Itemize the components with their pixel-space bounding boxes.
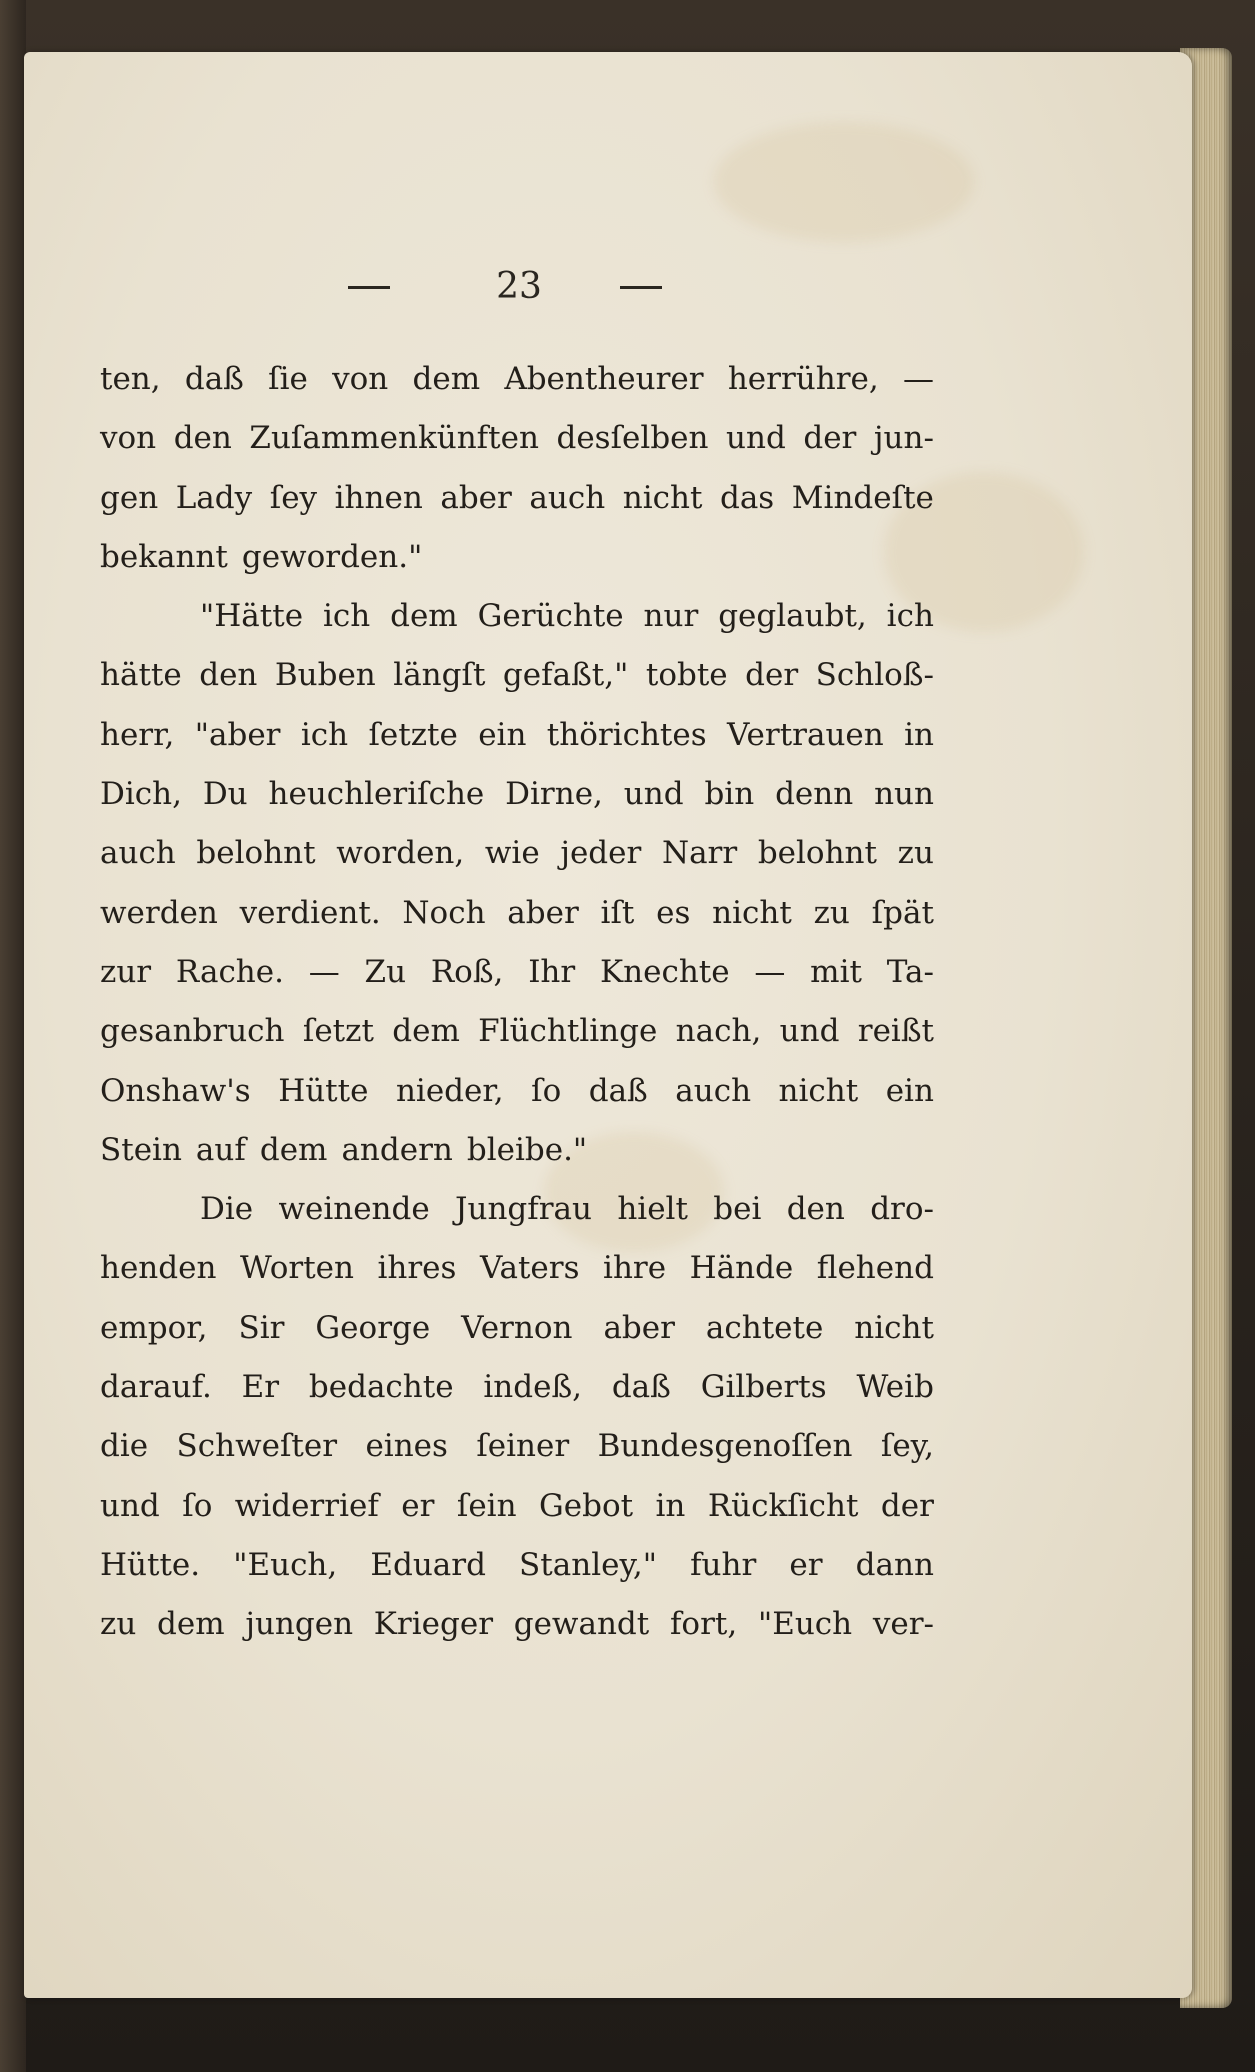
word: Zuſammenkünften [249, 420, 539, 457]
word: den [199, 657, 258, 694]
word: Worten [239, 1250, 354, 1287]
text-line [100, 409, 934, 468]
word: fort, [669, 1606, 738, 1643]
word: Mindeſte [791, 479, 934, 516]
word: wie [484, 835, 540, 872]
word: Sir [238, 1309, 285, 1346]
word: flehend [816, 1250, 934, 1287]
word: Rückſicht [707, 1487, 859, 1524]
word: Stein [100, 1131, 182, 1168]
page-number: 23 [496, 266, 542, 307]
word: reißt [857, 1013, 934, 1050]
word: es [656, 894, 691, 931]
word: bedachte [308, 1369, 454, 1406]
word: der [745, 657, 799, 694]
word: dann [855, 1546, 934, 1583]
word: Schweſter [176, 1428, 338, 1465]
word: bleibe." [466, 1131, 588, 1168]
word: werden [100, 894, 218, 931]
word: dem [157, 1606, 225, 1643]
word: Flüchtlinge [478, 1013, 658, 1050]
word: George [315, 1309, 431, 1346]
word: aber [603, 1309, 675, 1346]
word: andern [341, 1131, 453, 1168]
word: Vertrauen [726, 716, 884, 753]
word: "Euch [757, 1606, 853, 1643]
word: ſeiner [476, 1428, 570, 1465]
word: weinende [278, 1191, 430, 1228]
word: zu [813, 894, 850, 931]
word: eines [365, 1428, 448, 1465]
word: Vaters [479, 1250, 580, 1287]
text-line [100, 884, 934, 943]
word: thörichtes [546, 716, 707, 753]
text-line [100, 943, 934, 1002]
word: "Euch, [233, 1546, 338, 1583]
text-line [100, 1002, 934, 1061]
word: Roß, [430, 953, 504, 990]
word: Zu [364, 953, 407, 990]
word: ſo [531, 1072, 562, 1109]
word: fuhr [690, 1546, 757, 1583]
word: gen [100, 479, 159, 516]
word: Dirne, [505, 776, 603, 813]
text-line [100, 1358, 934, 1417]
word: auch [675, 1072, 752, 1109]
word: worden, [336, 835, 465, 872]
word: nicht [712, 894, 792, 931]
word: widerrief [234, 1487, 379, 1524]
word: ſey, [880, 1428, 934, 1465]
word: und [726, 420, 786, 457]
word: henden [100, 1250, 217, 1287]
word: Krieger [373, 1606, 494, 1643]
word: — [754, 953, 786, 990]
word: ich [322, 598, 371, 635]
word: ſetzte [368, 716, 458, 753]
word: darauf. [100, 1369, 212, 1406]
word: desſelben [556, 420, 709, 457]
text-line [100, 1595, 934, 1654]
word: nach, [675, 1013, 762, 1050]
word: tobte [645, 657, 728, 694]
book-cover-edge [0, 0, 26, 2072]
word: er [789, 1546, 823, 1583]
word: aber [507, 894, 579, 931]
word: zu [897, 835, 934, 872]
word: Rache. [175, 953, 284, 990]
word: den [173, 420, 232, 457]
word: Gerüchte [477, 598, 624, 635]
word: ten, [100, 361, 161, 397]
word: gefaßt," [502, 657, 629, 694]
text-line [100, 646, 934, 705]
text-line [100, 528, 934, 587]
word: belohnt [196, 835, 316, 872]
text-line [100, 1121, 934, 1180]
text-line [100, 765, 934, 824]
body-text [100, 350, 934, 1655]
word: in [904, 716, 934, 753]
word: ihre [603, 1250, 667, 1287]
word: ſo [182, 1487, 213, 1524]
word: nun [874, 776, 934, 813]
word: Abentheurer [504, 361, 704, 397]
text-line [100, 1477, 934, 1536]
word: nicht [622, 479, 703, 516]
word: Ta- [886, 953, 934, 990]
word: längſt [393, 657, 486, 694]
text-line [100, 824, 934, 883]
text-line [100, 1180, 934, 1239]
word: von [332, 361, 389, 397]
word: Eduard [370, 1546, 486, 1583]
word: jun- [873, 420, 934, 457]
word: — [902, 361, 934, 397]
word: nur [643, 598, 699, 635]
word: geworden." [241, 538, 423, 575]
word: geglaubt, [718, 598, 867, 635]
word: Die [200, 1191, 254, 1228]
word: den [786, 1191, 845, 1228]
word: ein [478, 716, 527, 753]
word: auch [100, 835, 176, 872]
word: dem [390, 598, 458, 635]
text-line [100, 350, 934, 409]
word: nicht [778, 1072, 859, 1109]
word: jeder [560, 835, 642, 872]
word: nieder, [395, 1072, 504, 1109]
word: auch [529, 479, 606, 516]
word: ihnen [334, 479, 423, 516]
word: ich [300, 716, 349, 753]
word: ihres [377, 1250, 457, 1287]
header-dash-left [348, 286, 390, 289]
word: gesanbruch [100, 1013, 285, 1050]
word: Jungfrau [455, 1191, 592, 1228]
word: dem [412, 361, 481, 397]
word: nicht [854, 1309, 934, 1346]
word: Knechte [600, 953, 730, 990]
text-line [100, 1239, 934, 1298]
text-line [100, 469, 934, 528]
word: Hütte [278, 1072, 369, 1109]
word: er [401, 1487, 435, 1524]
word: zu [100, 1606, 137, 1643]
word: bin [704, 776, 755, 813]
word: daß [184, 361, 244, 397]
word: Dich, [100, 776, 182, 813]
word: die [100, 1428, 149, 1465]
word: der [880, 1487, 934, 1524]
word: dem [392, 1013, 460, 1050]
text-line [100, 1062, 934, 1121]
word: Schloß- [815, 657, 934, 694]
word: daß [611, 1369, 671, 1406]
word: "aber [194, 716, 281, 753]
word: auf [195, 1131, 246, 1168]
word: Bundesgenoſſen [597, 1428, 853, 1465]
word: indeß, [483, 1369, 583, 1406]
text-line [100, 1536, 934, 1595]
text-line [100, 1417, 934, 1476]
word: iſt [600, 894, 635, 931]
text-line [100, 1299, 934, 1358]
word: ein [885, 1072, 934, 1109]
word: empor, [100, 1309, 208, 1346]
word: bei [713, 1191, 762, 1228]
word: Stanley," [519, 1546, 657, 1583]
word: zur [100, 953, 152, 990]
word: jungen [245, 1606, 354, 1643]
word: von [100, 420, 157, 457]
text-line [100, 706, 934, 765]
word: Noch [402, 894, 486, 931]
word: Vernon [461, 1309, 573, 1346]
word: Gebot [539, 1487, 634, 1524]
word: herr, [100, 716, 175, 753]
word: dro- [870, 1191, 934, 1228]
word: verdient. [239, 894, 381, 931]
word: Gilberts [700, 1369, 827, 1406]
text-line [100, 587, 934, 646]
word: Weib [856, 1369, 934, 1406]
paper-stain [714, 122, 974, 242]
word: hielt [617, 1191, 688, 1228]
page-header [24, 262, 1192, 312]
word: bekannt [100, 538, 228, 575]
word: in [655, 1487, 686, 1524]
word: Buben [274, 657, 376, 694]
book-page [24, 52, 1192, 1998]
word: das [719, 479, 775, 516]
word: dem [259, 1131, 328, 1168]
word: herrühre, [727, 361, 879, 397]
word: der [803, 420, 857, 457]
word: Ihr [528, 953, 576, 990]
word: Hütte. [100, 1546, 201, 1583]
word: denn [775, 776, 854, 813]
word: Narr [661, 835, 738, 872]
word: "Hätte [200, 598, 304, 635]
word: gewandt [513, 1606, 650, 1643]
word: belohnt [757, 835, 877, 872]
word: aber [440, 479, 512, 516]
word: und [779, 1013, 840, 1050]
word: achtete [705, 1309, 824, 1346]
word: ſpät [871, 894, 934, 931]
word: und [623, 776, 684, 813]
word: heuchleriſche [268, 776, 485, 813]
word: daß [588, 1072, 648, 1109]
word: ſie [268, 361, 308, 397]
word: Onshaw's [100, 1072, 251, 1109]
word: ſein [456, 1487, 517, 1524]
word: ich [886, 598, 934, 635]
word: Hände [689, 1250, 794, 1287]
word: ver- [872, 1606, 934, 1643]
word: und [100, 1487, 160, 1524]
word: — [308, 953, 340, 990]
word: ſey [269, 479, 318, 516]
word: hätte [100, 657, 182, 694]
word: ſetzt [302, 1013, 374, 1050]
word: mit [810, 953, 862, 990]
word: Du [202, 776, 248, 813]
word: Er [241, 1369, 280, 1406]
word: Lady [175, 479, 253, 516]
header-dash-right [620, 286, 662, 289]
